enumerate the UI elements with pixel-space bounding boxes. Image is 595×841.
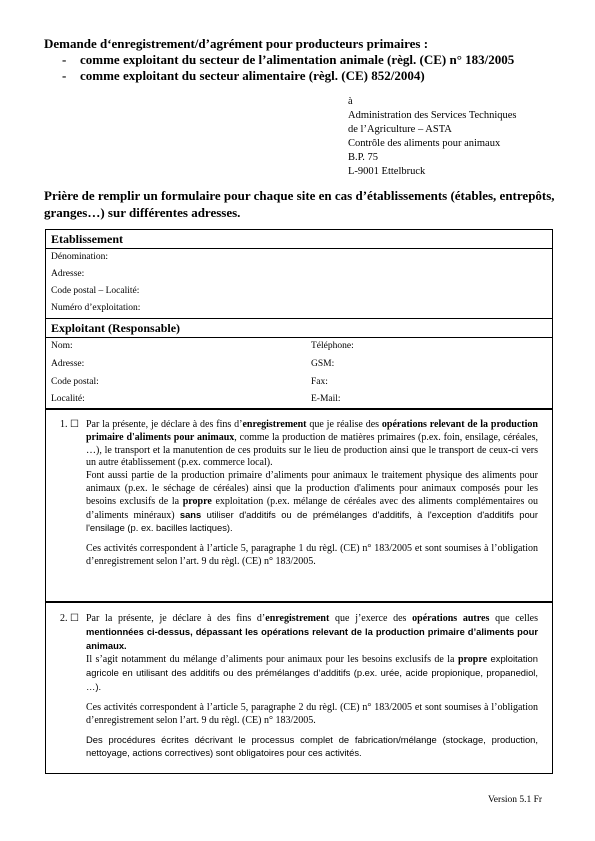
declaration-1-box	[45, 409, 553, 602]
decl1-paragraph-2: Font aussi partie de la production primaire d’aliments pour animaux le traitement physique des aliments pour animaux (p.ex. le séchage de céréales) ainsi que la production d'aliments pour animaux composés pour les besoins exclusifs de la propre exploitation (p.ex. mélange de céréales avec des aliments complémentaires ou d’aliments minéraux) sans utiliser d'additifs ou de prémélanges d'additifs, à l'exception d'additifs pour l'ensilage (p. ex. bacilles lactiques).	[86, 470, 539, 534]
field-nom[interactable]: Nom:	[51, 341, 73, 351]
address-line: à	[348, 96, 353, 107]
decl2-paragraph-3: Ces activités correspondent à l’article 5, paragraphe 2 du règl. (CE) n° 183/2005 et sont soumises à l’obligation d’enregistrement selon l’art. 9 du règl. (CE) n° 183/2005.	[86, 701, 538, 726]
declaration-2-checkbox[interactable]: ☐	[70, 613, 79, 624]
field-gsm[interactable]: GSM:	[311, 359, 335, 369]
document-title	[44, 36, 564, 84]
field-telephone[interactable]: Téléphone:	[311, 341, 354, 351]
decl1-paragraph-3: Ces activités correspondent à l’article 5, paragraphe 1 du règl. (CE) n° 183/2005 et sont soumises à l’obligation d’enregistrement selon l’art. 9 du règl. (CE) n° 183/2005.	[86, 543, 538, 567]
field-exp-localite[interactable]: Localité:	[51, 394, 85, 404]
address-line: B.P. 75	[348, 152, 379, 163]
version-label: Version 5.1 Fr	[488, 795, 543, 805]
field-etab-adresse[interactable]: Adresse:	[51, 269, 85, 279]
declaration-1-checkbox[interactable]: ☐	[70, 419, 79, 430]
decl1-paragraph-1: Par la présente, je déclare à des fins d’enregistrement que je réalise des opérations relevant de la production primaire d'aliments pour animaux, comme la production de matières primaires (p.ex. foin, ensilage, céréales, …), le transport et la manutention de ces produits sur le lieu de production ainsi que le transport de ceux-ci vers un autre établissement (p.ex. commerce local).	[86, 419, 538, 469]
exploitant-row	[46, 338, 552, 355]
declaration-2-text	[86, 613, 538, 760]
title-bullet-text: comme exploitant du secteur de l’alimentation animale (règl. (CE) n° 183/2005	[80, 52, 515, 67]
etablissement-heading: Etablissement	[51, 232, 123, 246]
field-exp-adresse[interactable]: Adresse:	[51, 359, 85, 369]
address-line: L-9001 Ettelbruck	[348, 166, 426, 177]
field-exp-code-postal[interactable]: Code postal:	[51, 377, 99, 387]
bullet-dash: -	[62, 68, 67, 83]
address-line: de l’Agriculture – ASTA	[348, 124, 452, 135]
exploitant-row	[46, 391, 552, 408]
exploitant-row	[46, 374, 552, 391]
recipient-address	[348, 95, 568, 179]
field-fax[interactable]: Fax:	[311, 377, 328, 387]
field-numero-exploitation[interactable]: Numéro d’exploitation:	[51, 303, 141, 313]
field-etab-code-postal-localite[interactable]: Code postal – Localité:	[51, 286, 140, 296]
title-bullet-2	[44, 68, 564, 84]
fill-instructions: Prière de remplir un formulaire pour chaque site en cas d’établissements (étables, entrepôts, granges…) sur différentes adresses.	[44, 188, 555, 220]
title-bullet-1	[44, 52, 564, 68]
registration-form-table	[45, 229, 553, 409]
bullet-dash: -	[62, 52, 67, 67]
declaration-2-box	[45, 602, 553, 774]
declaration-1-text	[86, 419, 538, 569]
address-line: Contrôle des aliments pour animaux	[348, 138, 501, 149]
declaration-2-number: 2. ☐	[60, 613, 79, 624]
title-bullet-text: comme exploitant du secteur alimentaire (règl. (CE) 852/2004)	[80, 68, 425, 83]
exploitant-row	[46, 356, 552, 373]
field-email[interactable]: E-Mail:	[311, 394, 341, 404]
decl2-paragraph-4: Des procédures écrites décrivant le processus complet de fabrication/mélange (stockage, production, nettoyage, actions correctives) sont obligatoires pour ces activités.	[86, 734, 538, 759]
title-main: Demande d‘enregistrement/d’agrément pour producteurs primaires :	[44, 36, 429, 51]
declaration-1-number: 1. ☐	[60, 419, 79, 430]
exploitant-heading: Exploitant (Responsable)	[51, 321, 181, 335]
decl2-paragraph-2: Il s’agit notamment du mélange d’aliments pour animaux pour les besoins exclusifs de la propre exploitation agricole en utilisant des additifs ou des prémélanges d‘additifs (p.ex. urée, acide propionique, propanediol, …).	[86, 653, 538, 692]
field-denomination[interactable]: Dénomination:	[51, 252, 108, 262]
address-line: Administration des Services Techniques	[348, 110, 517, 121]
decl2-paragraph-1: Par la présente, je déclare à des fins d’enregistrement que j’exerce des opérations autres que celles mentionnées ci-dessus, dépassant les opérations relevant de la production primaire d’aliments pour animaux.	[86, 613, 538, 651]
